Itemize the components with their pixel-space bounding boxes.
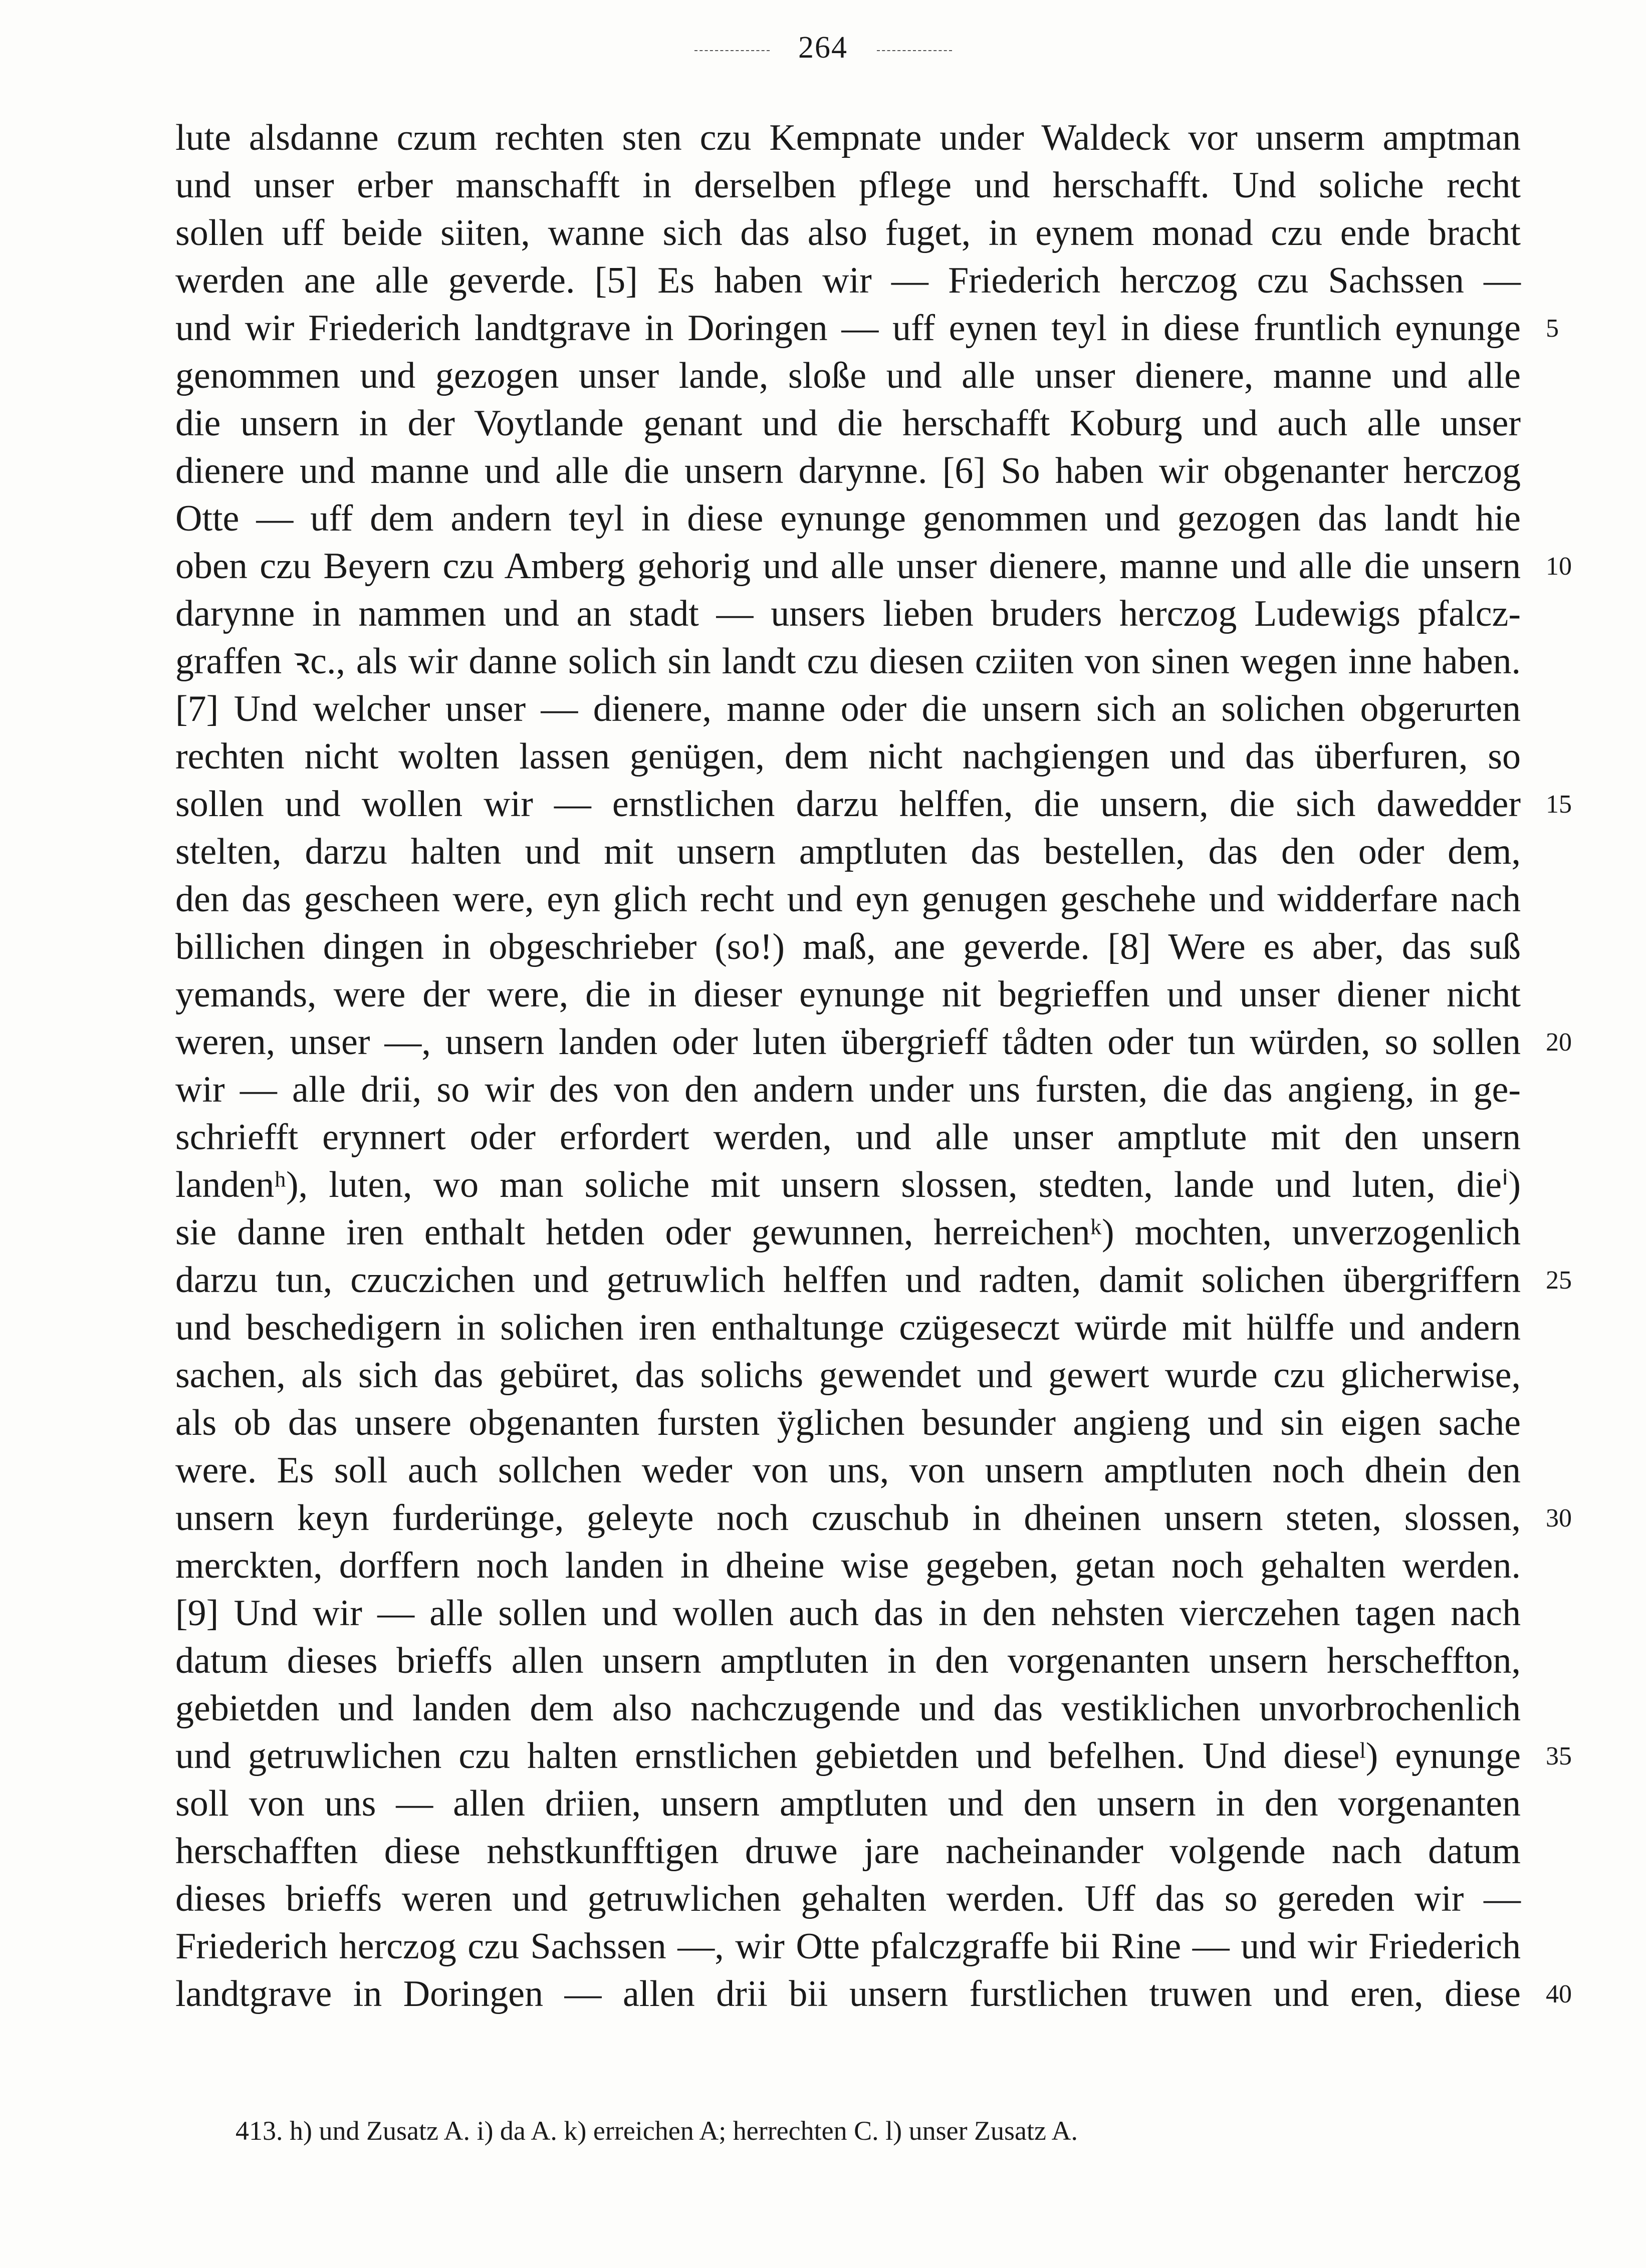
text-line	[175, 685, 1521, 733]
text-line	[175, 971, 1521, 1019]
text-line	[175, 876, 1521, 923]
text-line	[175, 638, 1521, 685]
text-line	[175, 400, 1521, 447]
text-line-content: datum dieses brieffs allen unsern amptluten in den vorgenanten unsern herscheffton,	[175, 1640, 1521, 1681]
text-line-content: den das gescheen were, eyn glich recht und eyn genugen geschehe und widderfare nach	[175, 879, 1521, 920]
text-line	[175, 1828, 1521, 1875]
text-line-content: wir — alle drii, so wir des von den andern under uns fursten, die das angieng, in ge-	[175, 1069, 1521, 1110]
text-line	[175, 305, 1559, 352]
text-line	[175, 114, 1521, 162]
text-line-content: billichen dingen in obgeschrieber (so!) maß, ane geverde. [8] Were es aber, das suß	[175, 926, 1521, 967]
text-line-content: dienere und manne und alle die unsern darynne. [6] So haben wir obgenanter herczog	[175, 450, 1521, 491]
text-line-content: die unsern in der Voytlande genant und die herschafft Koburg und auch alle unser	[175, 403, 1521, 444]
text-line	[175, 1542, 1521, 1590]
text-line	[175, 257, 1521, 305]
line-number: 20	[1546, 1028, 1572, 1057]
text-line	[175, 495, 1521, 543]
text-line-content: graffen ꝛc., als wir danne solich sin landt czu diesen cziiten von sinen wegen inne haben.	[175, 641, 1521, 682]
text-line	[175, 1066, 1521, 1114]
text-line	[175, 209, 1521, 257]
text-line-content: lute alsdanne czum rechten sten czu Kempnate under Waldeck vor unserm amptman	[175, 117, 1521, 158]
text-line-content: soll von uns — allen driien, unsern amptluten und den unsern in den vorgenanten	[175, 1783, 1521, 1824]
text-line	[175, 1161, 1521, 1209]
text-line	[175, 1590, 1521, 1637]
text-line	[175, 1447, 1521, 1494]
text-line	[175, 1923, 1521, 1970]
text-line	[175, 447, 1521, 495]
text-line-content: [9] Und wir — alle sollen und wollen auch das in den nehsten vierczehen tagen nach	[175, 1593, 1521, 1634]
text-line-content: weren, unser —, unsern landen oder luten übergrieff tådten oder tun würden, so sollen	[175, 1022, 1521, 1063]
text-line	[175, 1685, 1521, 1732]
text-line	[175, 352, 1521, 400]
text-line-content: Friederich herczog czu Sachssen —, wir Otte pfalczgraffe bii Rine — und wir Friederich	[175, 1926, 1521, 1967]
text-line-content: unsern keyn furderünge, geleyte noch czuschub in dheinen unsern steten, slossen,	[175, 1497, 1521, 1539]
text-line-content: und beschedigern in solichen iren enthaltunge czügeseczt würde mit hülffe und andern	[175, 1307, 1521, 1348]
text-line-content: landtgrave in Doringen — allen drii bii unsern furstlichen truwen und eren, diese	[175, 1973, 1521, 2014]
header-rule-left	[694, 50, 770, 51]
text-line-content: herschafften diese nehstkunfftigen druwe jare nacheinander volgende nach datum	[175, 1831, 1521, 1872]
text-line-content: rechten nicht wolten lassen genügen, dem nicht nachgiengen und das überfuren, so	[175, 736, 1521, 777]
text-line	[175, 781, 1572, 828]
text-line	[175, 543, 1572, 590]
page-number: 264	[798, 31, 848, 65]
text-line-content: sollen und wollen wir — ernstlichen darzu helffen, die unsern, die sich dawedder	[175, 784, 1521, 825]
text-line-content: landenʰ), luten, wo man soliche mit unsern slossen, stedten, lande und luten, dieⁱ)	[175, 1164, 1521, 1205]
text-line	[175, 733, 1521, 781]
text-line	[175, 1875, 1521, 1923]
text-line-content: darynne in nammen und an stadt — unsers lieben bruders herczog Ludewigs pfalcz-	[175, 593, 1521, 634]
footnote-number: 413.	[236, 2116, 283, 2146]
line-number: 35	[1546, 1742, 1572, 1771]
text-line-content: darzu tun, czuczichen und getruwlich helffen und radten, damit solichen übergriffern	[175, 1259, 1521, 1301]
text-line-content: und wir Friederich landtgrave in Doringen — uff eynen teyl in diese fruntlich eynunge	[175, 308, 1521, 349]
line-number: 40	[1546, 1980, 1572, 2008]
page-header	[0, 30, 1646, 66]
line-number: 30	[1546, 1504, 1572, 1533]
line-number: 5	[1546, 314, 1559, 343]
text-line-content: und getruwlichen czu halten ernstlichen gebietden und befelhen. Und dieseˡ) eynunge	[175, 1735, 1521, 1777]
text-line	[175, 1494, 1572, 1542]
text-line	[175, 1019, 1572, 1066]
text-line-content: genommen und gezogen unser lande, sloße und alle unser dienere, manne und alle	[175, 355, 1521, 396]
text-line-content: dieses brieffs weren und getruwlichen gehalten werden. Uff das so gereden wir —	[175, 1878, 1521, 1919]
text-line-content: merckten, dorffern noch landen in dheine wise gegeben, getan noch gehalten werden.	[175, 1545, 1521, 1586]
text-line	[175, 162, 1521, 209]
text-line	[175, 590, 1521, 638]
text-line-content: sie danne iren enthalt hetden oder gewunnen, herreichenᵏ) mochten, unverzogenlich	[175, 1212, 1521, 1253]
body-text	[175, 114, 1572, 2018]
text-line	[175, 1399, 1521, 1447]
text-line-content: stelten, darzu halten und mit unsern amptluten das bestellen, das den oder dem,	[175, 831, 1521, 872]
text-line	[175, 1352, 1521, 1399]
text-line	[175, 1637, 1521, 1685]
text-line-content: [7] Und welcher unser — dienere, manne oder die unsern sich an solichen obgerurten	[175, 688, 1521, 729]
text-line-content: werden ane alle geverde. [5] Es haben wir — Friederich herczog czu Sachssen —	[175, 260, 1521, 301]
text-line-content: sachen, als sich das gebüret, das solichs gewendet und gewert wurde czu glicherwise,	[175, 1355, 1521, 1396]
header-rule-right	[877, 50, 952, 51]
text-line-content: sollen uff beide siiten, wanne sich das also fuget, in eynem monad czu ende bracht	[175, 212, 1521, 254]
line-number: 15	[1546, 790, 1572, 819]
text-line	[175, 1256, 1572, 1304]
text-line	[175, 1780, 1521, 1828]
text-line	[175, 923, 1521, 971]
text-line-content: oben czu Beyern czu Amberg gehorig und alle unser dienere, manne und alle die unsern	[175, 546, 1521, 587]
text-line	[175, 1732, 1572, 1780]
text-line	[175, 1970, 1572, 2018]
text-line-content: were. Es soll auch sollchen weder von uns, von unsern amptluten noch dhein den	[175, 1450, 1521, 1491]
line-number: 10	[1546, 552, 1572, 581]
text-line-content: gebietden und landen dem also nachczugende und das vestiklichen unvorbrochenlich	[175, 1688, 1521, 1729]
text-line	[175, 828, 1521, 876]
text-line	[175, 1304, 1521, 1352]
text-line-content: als ob das unsere obgenanten fursten ÿglichen besunder angieng und sin eigen sache	[175, 1402, 1521, 1443]
line-number: 25	[1546, 1266, 1572, 1295]
text-line	[175, 1209, 1521, 1256]
text-line-content: Otte — uff dem andern teyl in diese eynunge genommen und gezogen das landt hie	[175, 498, 1521, 539]
text-line-content: schriefft erynnert oder erfordert werden, und alle unser amptlute mit den unsern	[175, 1117, 1521, 1158]
footnote	[236, 2115, 1078, 2146]
text-line	[175, 1114, 1521, 1161]
footnote-text: h) und Zusatz A. i) da A. k) erreichen A; herrechten C. l) unser Zusatz A.	[290, 2116, 1078, 2146]
text-line-content: yemands, were der were, die in dieser eynunge nit begrieffen und unser diener nicht	[175, 974, 1521, 1015]
text-line-content: und unser erber manschafft in derselben pflege und herschafft. Und soliche recht	[175, 165, 1521, 206]
